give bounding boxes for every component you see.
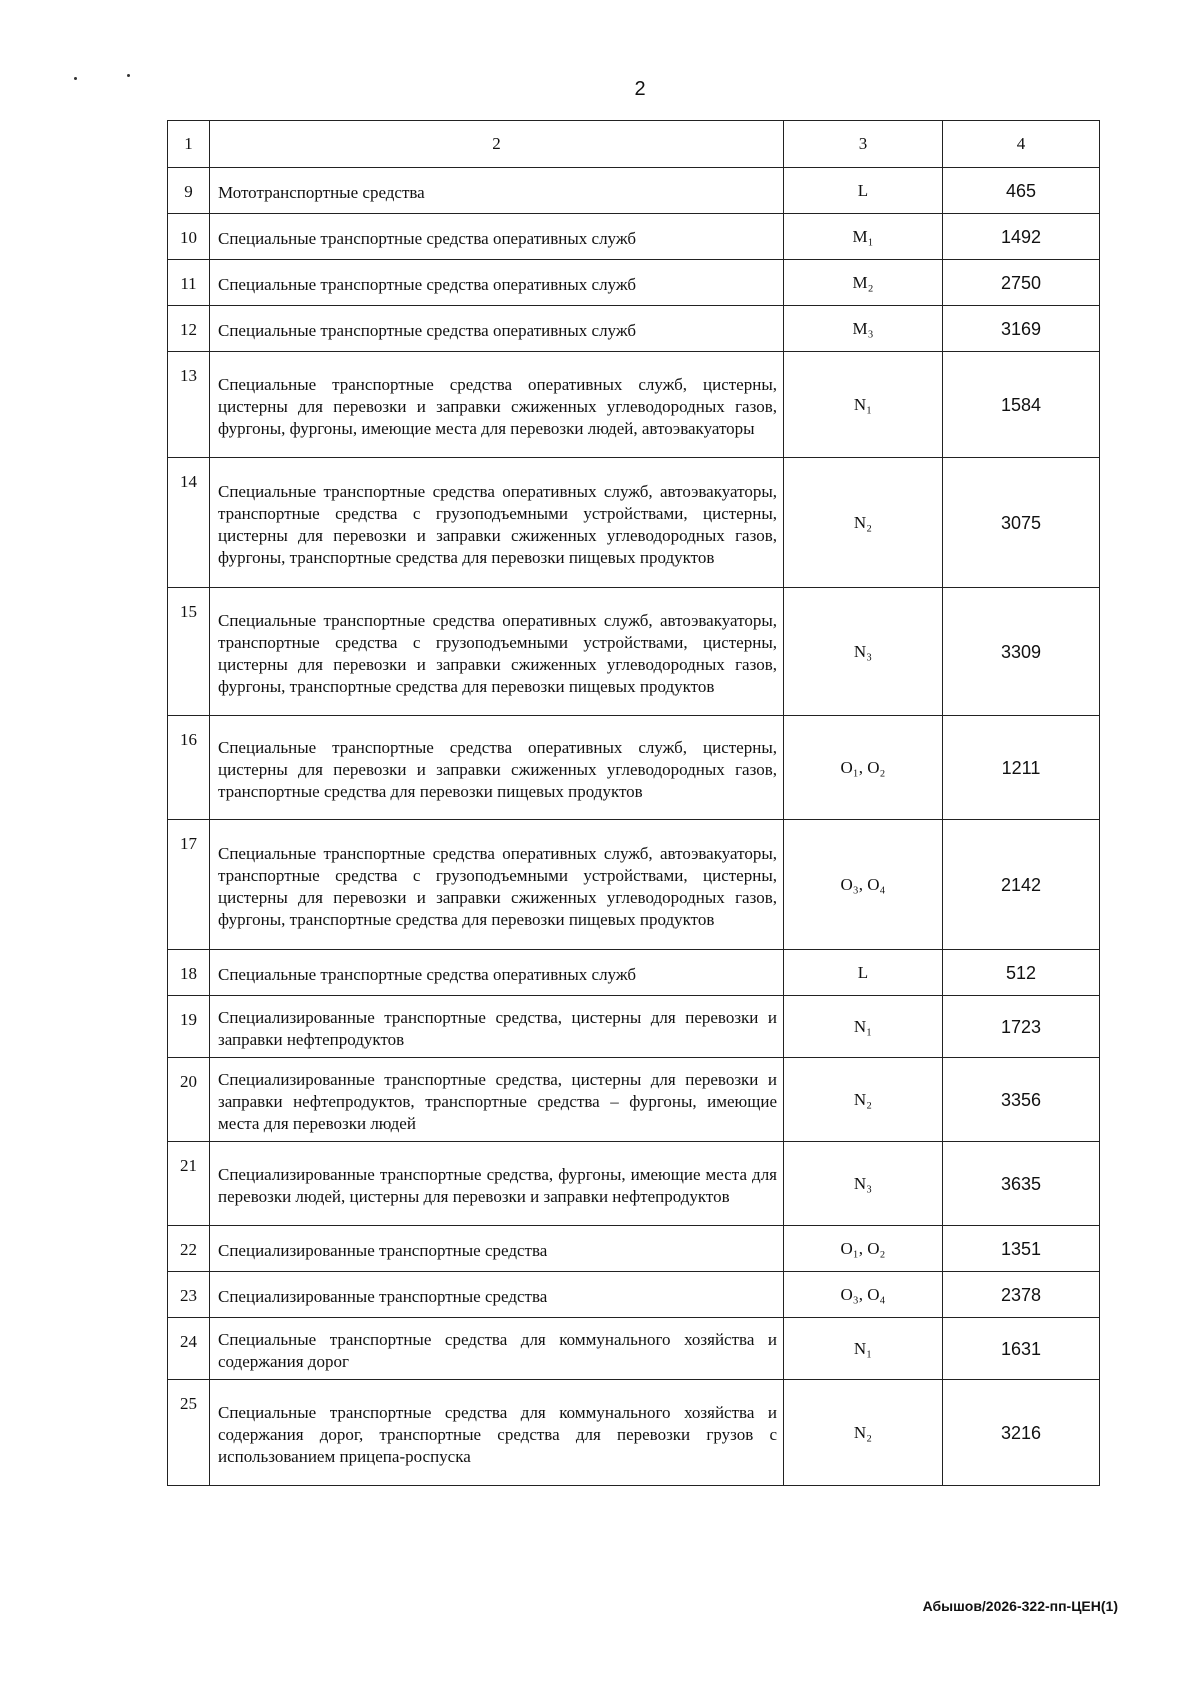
row-number: 23 bbox=[168, 1272, 210, 1318]
column-header: 3 bbox=[784, 121, 943, 168]
vehicle-description: Мототранспортные средства bbox=[210, 168, 784, 214]
row-value: 3356 bbox=[943, 1058, 1100, 1142]
vehicle-category: O₁, O₂ bbox=[784, 1226, 943, 1272]
vehicle-category: N₂ bbox=[784, 1380, 943, 1486]
row-number: 25 bbox=[168, 1380, 210, 1486]
row-number: 14 bbox=[168, 458, 210, 588]
vehicle-category: N₁ bbox=[784, 1318, 943, 1380]
vehicle-description: Специальные транспортные средства оперативных служб bbox=[210, 214, 784, 260]
vehicle-description: Специальные транспортные средства для коммунального хозяйства и содержания дорог bbox=[210, 1318, 784, 1380]
row-number: 21 bbox=[168, 1142, 210, 1226]
row-number: 24 bbox=[168, 1318, 210, 1380]
page-number: 2 bbox=[634, 78, 646, 100]
row-number: 18 bbox=[168, 950, 210, 996]
row-value: 2378 bbox=[943, 1272, 1100, 1318]
vehicle-description: Специальные транспортные средства оперативных служб bbox=[210, 260, 784, 306]
vehicle-description: Специальные транспортные средства оперативных служб bbox=[210, 950, 784, 996]
row-value: 1492 bbox=[943, 214, 1100, 260]
vehicle-description: Специальные транспортные средства оперативных служб, автоэвакуаторы, транспортные средства с грузоподъемными устройствами, цистерны, цистерны для перевозки и заправки сжиженных углеводородных газов, фургоны, транспортные средства для перевозки пищевых продуктов bbox=[210, 820, 784, 950]
vehicle-description: Специализированные транспортные средства bbox=[210, 1272, 784, 1318]
column-header: 4 bbox=[943, 121, 1100, 168]
vehicle-description: Специализированные транспортные средства, фургоны, имеющие места для перевозки людей, цистерны для перевозки и заправки нефтепродуктов bbox=[210, 1142, 784, 1226]
row-value: 1211 bbox=[943, 716, 1100, 820]
table-row bbox=[168, 950, 1100, 996]
row-value: 512 bbox=[943, 950, 1100, 996]
row-value: 1351 bbox=[943, 1226, 1100, 1272]
vehicle-description: Специализированные транспортные средства, цистерны для перевозки и заправки нефтепродуктов, транспортные средства – фургоны, имеющие места для перевозки людей bbox=[210, 1058, 784, 1142]
vehicle-category: N₃ bbox=[784, 1142, 943, 1226]
table-row bbox=[168, 1380, 1100, 1486]
vehicle-category: M₂ bbox=[784, 260, 943, 306]
vehicle-description: Специальные транспортные средства оперативных служб, автоэвакуаторы, транспортные средства с грузоподъемными устройствами, цистерны, цистерны для перевозки и заправки сжиженных углеводородных газов, фургоны, транспортные средства для перевозки пищевых продуктов bbox=[210, 588, 784, 716]
vehicle-description: Специальные транспортные средства оперативных служб bbox=[210, 306, 784, 352]
vehicle-category: N₁ bbox=[784, 996, 943, 1058]
table-row bbox=[168, 820, 1100, 950]
table-row bbox=[168, 1272, 1100, 1318]
vehicle-description: Специализированные транспортные средства bbox=[210, 1226, 784, 1272]
row-number: 13 bbox=[168, 352, 210, 458]
table-row bbox=[168, 260, 1100, 306]
table-header-row bbox=[168, 121, 1100, 168]
row-value: 3075 bbox=[943, 458, 1100, 588]
vehicle-category-table bbox=[167, 120, 1100, 1486]
row-value: 1723 bbox=[943, 996, 1100, 1058]
table-row bbox=[168, 352, 1100, 458]
table-row bbox=[168, 214, 1100, 260]
vehicle-category: N₂ bbox=[784, 1058, 943, 1142]
table-row bbox=[168, 996, 1100, 1058]
row-value: 3309 bbox=[943, 588, 1100, 716]
vehicle-category: M₃ bbox=[784, 306, 943, 352]
row-value: 1584 bbox=[943, 352, 1100, 458]
row-value: 3635 bbox=[943, 1142, 1100, 1226]
document-code: Абышов/2026-322-пп-ЦЕН(1) bbox=[922, 1598, 1118, 1614]
vehicle-category: O₃, O₄ bbox=[784, 820, 943, 950]
vehicle-category: O₃, O₄ bbox=[784, 1272, 943, 1318]
row-number: 22 bbox=[168, 1226, 210, 1272]
row-value: 3216 bbox=[943, 1380, 1100, 1486]
vehicle-category: O₁, O₂ bbox=[784, 716, 943, 820]
vehicle-category: M₁ bbox=[784, 214, 943, 260]
vehicle-description: Специальные транспортные средства оперативных служб, автоэвакуаторы, транспортные средства с грузоподъемными устройствами, цистерны, цистерны для перевозки и заправки сжиженных углеводородных газов, фургоны, транспортные средства для перевозки пищевых продуктов bbox=[210, 458, 784, 588]
vehicle-description: Специализированные транспортные средства, цистерны для перевозки и заправки нефтепродуктов bbox=[210, 996, 784, 1058]
vehicle-category: N₃ bbox=[784, 588, 943, 716]
vehicle-description: Специальные транспортные средства для коммунального хозяйства и содержания дорог, транспортные средства для перевозки грузов с использованием прицепа-роспуска bbox=[210, 1380, 784, 1486]
table-row bbox=[168, 1318, 1100, 1380]
column-header: 1 bbox=[168, 121, 210, 168]
row-number: 17 bbox=[168, 820, 210, 950]
vehicle-description: Специальные транспортные средства оперативных служб, цистерны, цистерны для перевозки и заправки сжиженных углеводородных газов, фургоны, фургоны, имеющие места для перевозки людей, автоэвакуаторы bbox=[210, 352, 784, 458]
scan-speck bbox=[127, 74, 130, 77]
row-value: 2750 bbox=[943, 260, 1100, 306]
vehicle-category: L bbox=[784, 168, 943, 214]
vehicle-category: L bbox=[784, 950, 943, 996]
row-value: 465 bbox=[943, 168, 1100, 214]
vehicle-category: N₂ bbox=[784, 458, 943, 588]
row-number: 20 bbox=[168, 1058, 210, 1142]
row-value: 1631 bbox=[943, 1318, 1100, 1380]
row-value: 2142 bbox=[943, 820, 1100, 950]
row-number: 15 bbox=[168, 588, 210, 716]
vehicle-description: Специальные транспортные средства оперативных служб, цистерны, цистерны для перевозки и заправки сжиженных углеводородных газов, транспортные средства для перевозки пищевых продуктов bbox=[210, 716, 784, 820]
row-number: 12 bbox=[168, 306, 210, 352]
row-number: 9 bbox=[168, 168, 210, 214]
table-row bbox=[168, 458, 1100, 588]
table-row bbox=[168, 168, 1100, 214]
table-row bbox=[168, 1226, 1100, 1272]
table-row bbox=[168, 306, 1100, 352]
table-row bbox=[168, 588, 1100, 716]
row-value: 3169 bbox=[943, 306, 1100, 352]
table-row bbox=[168, 1058, 1100, 1142]
column-header: 2 bbox=[210, 121, 784, 168]
table-row bbox=[168, 1142, 1100, 1226]
table-row bbox=[168, 716, 1100, 820]
row-number: 19 bbox=[168, 996, 210, 1058]
row-number: 16 bbox=[168, 716, 210, 820]
row-number: 11 bbox=[168, 260, 210, 306]
row-number: 10 bbox=[168, 214, 210, 260]
vehicle-category: N₁ bbox=[784, 352, 943, 458]
